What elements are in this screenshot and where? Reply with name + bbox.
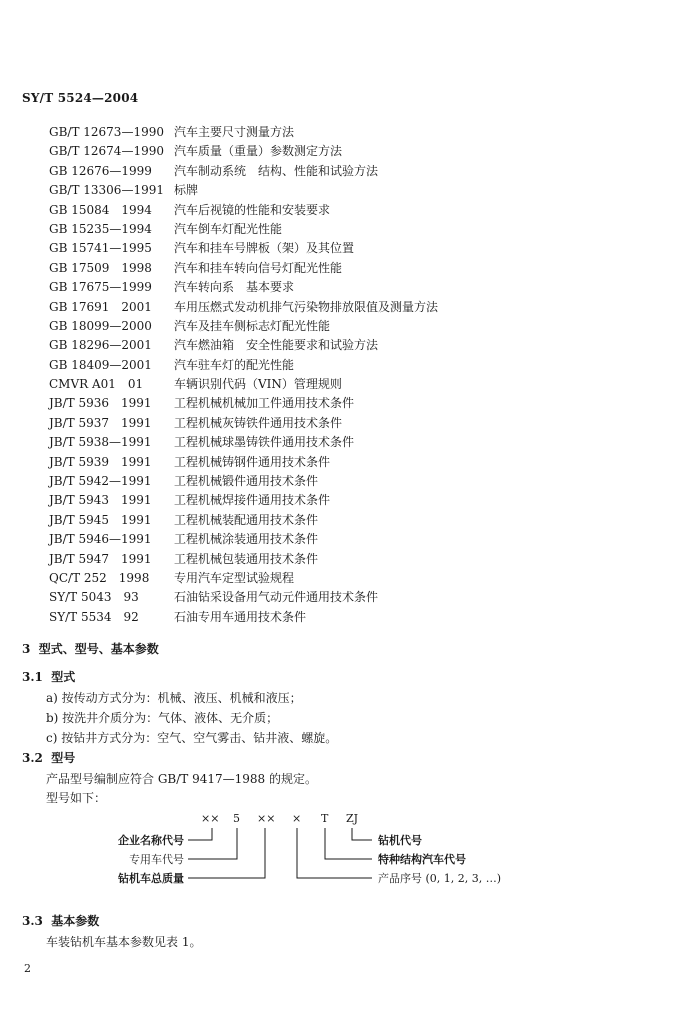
standard-code-header: SY/T 5524—2004: [22, 91, 139, 105]
label-special-structure-code: 特种结构汽车代号: [378, 853, 466, 866]
reference-item: [49, 278, 438, 297]
reference-title: 汽车和挂车转向信号灯配光性能: [174, 260, 343, 275]
reference-code: JB/T 5942—1991: [49, 474, 152, 489]
reference-code: GB/T 12673—1990: [49, 125, 164, 139]
reference-code: GB 15084 1994: [49, 202, 152, 217]
reference-item: [49, 530, 438, 549]
reference-title: 汽车质量（重量）参数测定方法: [174, 144, 343, 159]
reference-item: [49, 453, 438, 472]
reference-title: 石油专用车通用技术条件: [174, 609, 307, 624]
reference-title: 工程机械焊接件通用技术条件: [174, 493, 331, 508]
section-3-heading: 3 型式、型号、基本参数: [22, 642, 159, 656]
model-code-diagram-svg: [100, 808, 530, 892]
reference-title: 汽车转向系 基本要求: [174, 280, 295, 295]
type-item-c: c) 按钻井方式分为：空气、空气雾击、钻井液、螺旋。: [46, 731, 338, 745]
reference-title: 石油钻采设备用气动元件通用技术条件: [174, 590, 379, 605]
normative-references-list: [49, 123, 438, 627]
reference-item: [49, 259, 438, 278]
reference-title: 工程机械球墨铸铁件通用技术条件: [174, 435, 355, 450]
reference-code: GB 15235—1994: [49, 221, 152, 236]
reference-title: 汽车制动系统 结构、性能和试验方法: [174, 163, 379, 178]
segment-serial-number: ×: [292, 812, 302, 825]
reference-item: [49, 433, 438, 452]
reference-title: 汽车燃油箱 安全性能要求和试验方法: [174, 338, 379, 353]
reference-item: [49, 394, 438, 413]
reference-item: [49, 298, 438, 317]
reference-item: [49, 414, 438, 433]
reference-item: [49, 356, 438, 375]
reference-code: GB 18099—2000: [49, 318, 152, 333]
reference-title: 汽车和挂车号牌板（架）及其位置: [174, 241, 355, 256]
reference-title: 标牌: [174, 183, 199, 198]
reference-code: JB/T 5947 1991: [49, 551, 152, 566]
reference-item: [49, 220, 438, 239]
connector-serial-number: [297, 828, 372, 878]
section-3-3-heading: 3.3 基本参数: [22, 914, 100, 928]
reference-code: SY/T 5534 92: [49, 609, 139, 624]
label-total-mass: 钻机车总质量: [118, 872, 184, 885]
segment-enterprise-code: ××: [201, 812, 220, 825]
reference-code: JB/T 5939 1991: [49, 454, 152, 469]
reference-code: JB/T 5938—1991: [49, 435, 152, 450]
connector-enterprise: [188, 828, 212, 840]
segment-total-mass: ××: [257, 812, 276, 825]
reference-item: [49, 375, 438, 394]
reference-code: JB/T 5937 1991: [49, 415, 152, 430]
reference-item: [49, 162, 438, 181]
reference-item: [49, 239, 438, 258]
label-serial-number: 产品序号 (0, 1, 2, 3, …): [378, 872, 502, 885]
reference-title: 工程机械灰铸铁件通用技术条件: [174, 415, 343, 430]
reference-code: JB/T 5945 1991: [49, 512, 152, 527]
reference-title: 汽车及挂车侧标志灯配光性能: [174, 318, 331, 333]
model-code-diagram: [100, 808, 530, 896]
reference-title: 车用压燃式发动机排气污染物排放限值及测量方法: [174, 299, 439, 314]
label-special-vehicle-code: 专用车代号: [129, 853, 184, 866]
reference-code: GB/T 12674—1990: [49, 144, 164, 159]
segment-rig-code: ZJ: [346, 812, 359, 825]
type-item-b: b) 按洗井介质分为：气体、液体、无介质；: [46, 711, 279, 725]
reference-item: [49, 201, 438, 220]
reference-code: GB 18409—2001: [49, 357, 152, 372]
reference-item: [49, 511, 438, 530]
reference-code: SY/T 5043 93: [49, 590, 139, 605]
basic-params-text: 车装钻机车基本参数见表 1。: [46, 935, 202, 949]
reference-item: [49, 317, 438, 336]
reference-code: JB/T 5943 1991: [49, 493, 152, 508]
reference-title: 工程机械涂装通用技术条件: [174, 532, 319, 547]
reference-item: [49, 491, 438, 510]
reference-title: 汽车后视镜的性能和安装要求: [174, 202, 331, 217]
segment-special-structure-code: T: [321, 812, 329, 825]
reference-code: GB 17509 1998: [49, 260, 152, 275]
reference-item: [49, 142, 438, 161]
section-3-2-heading: 3.2 型号: [22, 751, 76, 765]
reference-title: 工程机械装配通用技术条件: [174, 512, 319, 527]
reference-item: [49, 472, 438, 491]
connector-total-mass: [188, 828, 265, 878]
connector-rig: [352, 828, 372, 840]
reference-code: CMVR A01 01: [49, 377, 144, 392]
reference-title: 汽车倒车灯配光性能: [174, 221, 283, 236]
reference-item: [49, 336, 438, 355]
reference-code: JB/T 5936 1991: [49, 396, 152, 411]
page-number: 2: [24, 962, 31, 975]
reference-item: [49, 608, 438, 627]
label-rig-code: 钻机代号: [378, 834, 422, 847]
reference-code: JB/T 5946—1991: [49, 532, 152, 547]
reference-code: GB/T 13306—1991: [49, 183, 164, 198]
model-rule-text: 产品型号编制应符合 GB/T 9417—1988 的规定。: [46, 772, 317, 786]
reference-title: 专用汽车定型试验规程: [174, 570, 295, 585]
segment-special-vehicle-code: 5: [233, 812, 240, 825]
section-3-1-heading: 3.1 型式: [22, 670, 76, 684]
reference-title: 工程机械机械加工件通用技术条件: [174, 396, 355, 411]
reference-item: [49, 550, 438, 569]
reference-title: 汽车主要尺寸测量方法: [174, 125, 295, 139]
type-item-a: a) 按传动方式分为：机械、液压、机械和液压；: [46, 691, 302, 705]
model-intro-text: 型号如下：: [46, 791, 107, 805]
reference-code: GB 17691 2001: [49, 299, 152, 314]
label-enterprise-code: 企业名称代号: [118, 834, 184, 847]
reference-item: [49, 123, 438, 142]
reference-code: GB 18296—2001: [49, 338, 152, 353]
reference-item: [49, 588, 438, 607]
diagram-connector-lines: [188, 828, 372, 878]
reference-title: 工程机械锻件通用技术条件: [174, 474, 319, 489]
reference-code: QC/T 252 1998: [49, 570, 150, 585]
reference-title: 汽车驻车灯的配光性能: [174, 357, 295, 372]
reference-title: 工程机械铸钢件通用技术条件: [174, 454, 331, 469]
reference-code: GB 15741—1995: [49, 241, 152, 256]
reference-code: GB 17675—1999: [49, 280, 152, 295]
reference-code: GB 12676—1999: [49, 163, 152, 178]
reference-item: [49, 569, 438, 588]
connector-special-structure: [325, 828, 372, 859]
reference-item: [49, 181, 438, 200]
reference-title: 车辆识别代码（VIN）管理规则: [174, 377, 342, 392]
reference-title: 工程机械包装通用技术条件: [174, 551, 319, 566]
